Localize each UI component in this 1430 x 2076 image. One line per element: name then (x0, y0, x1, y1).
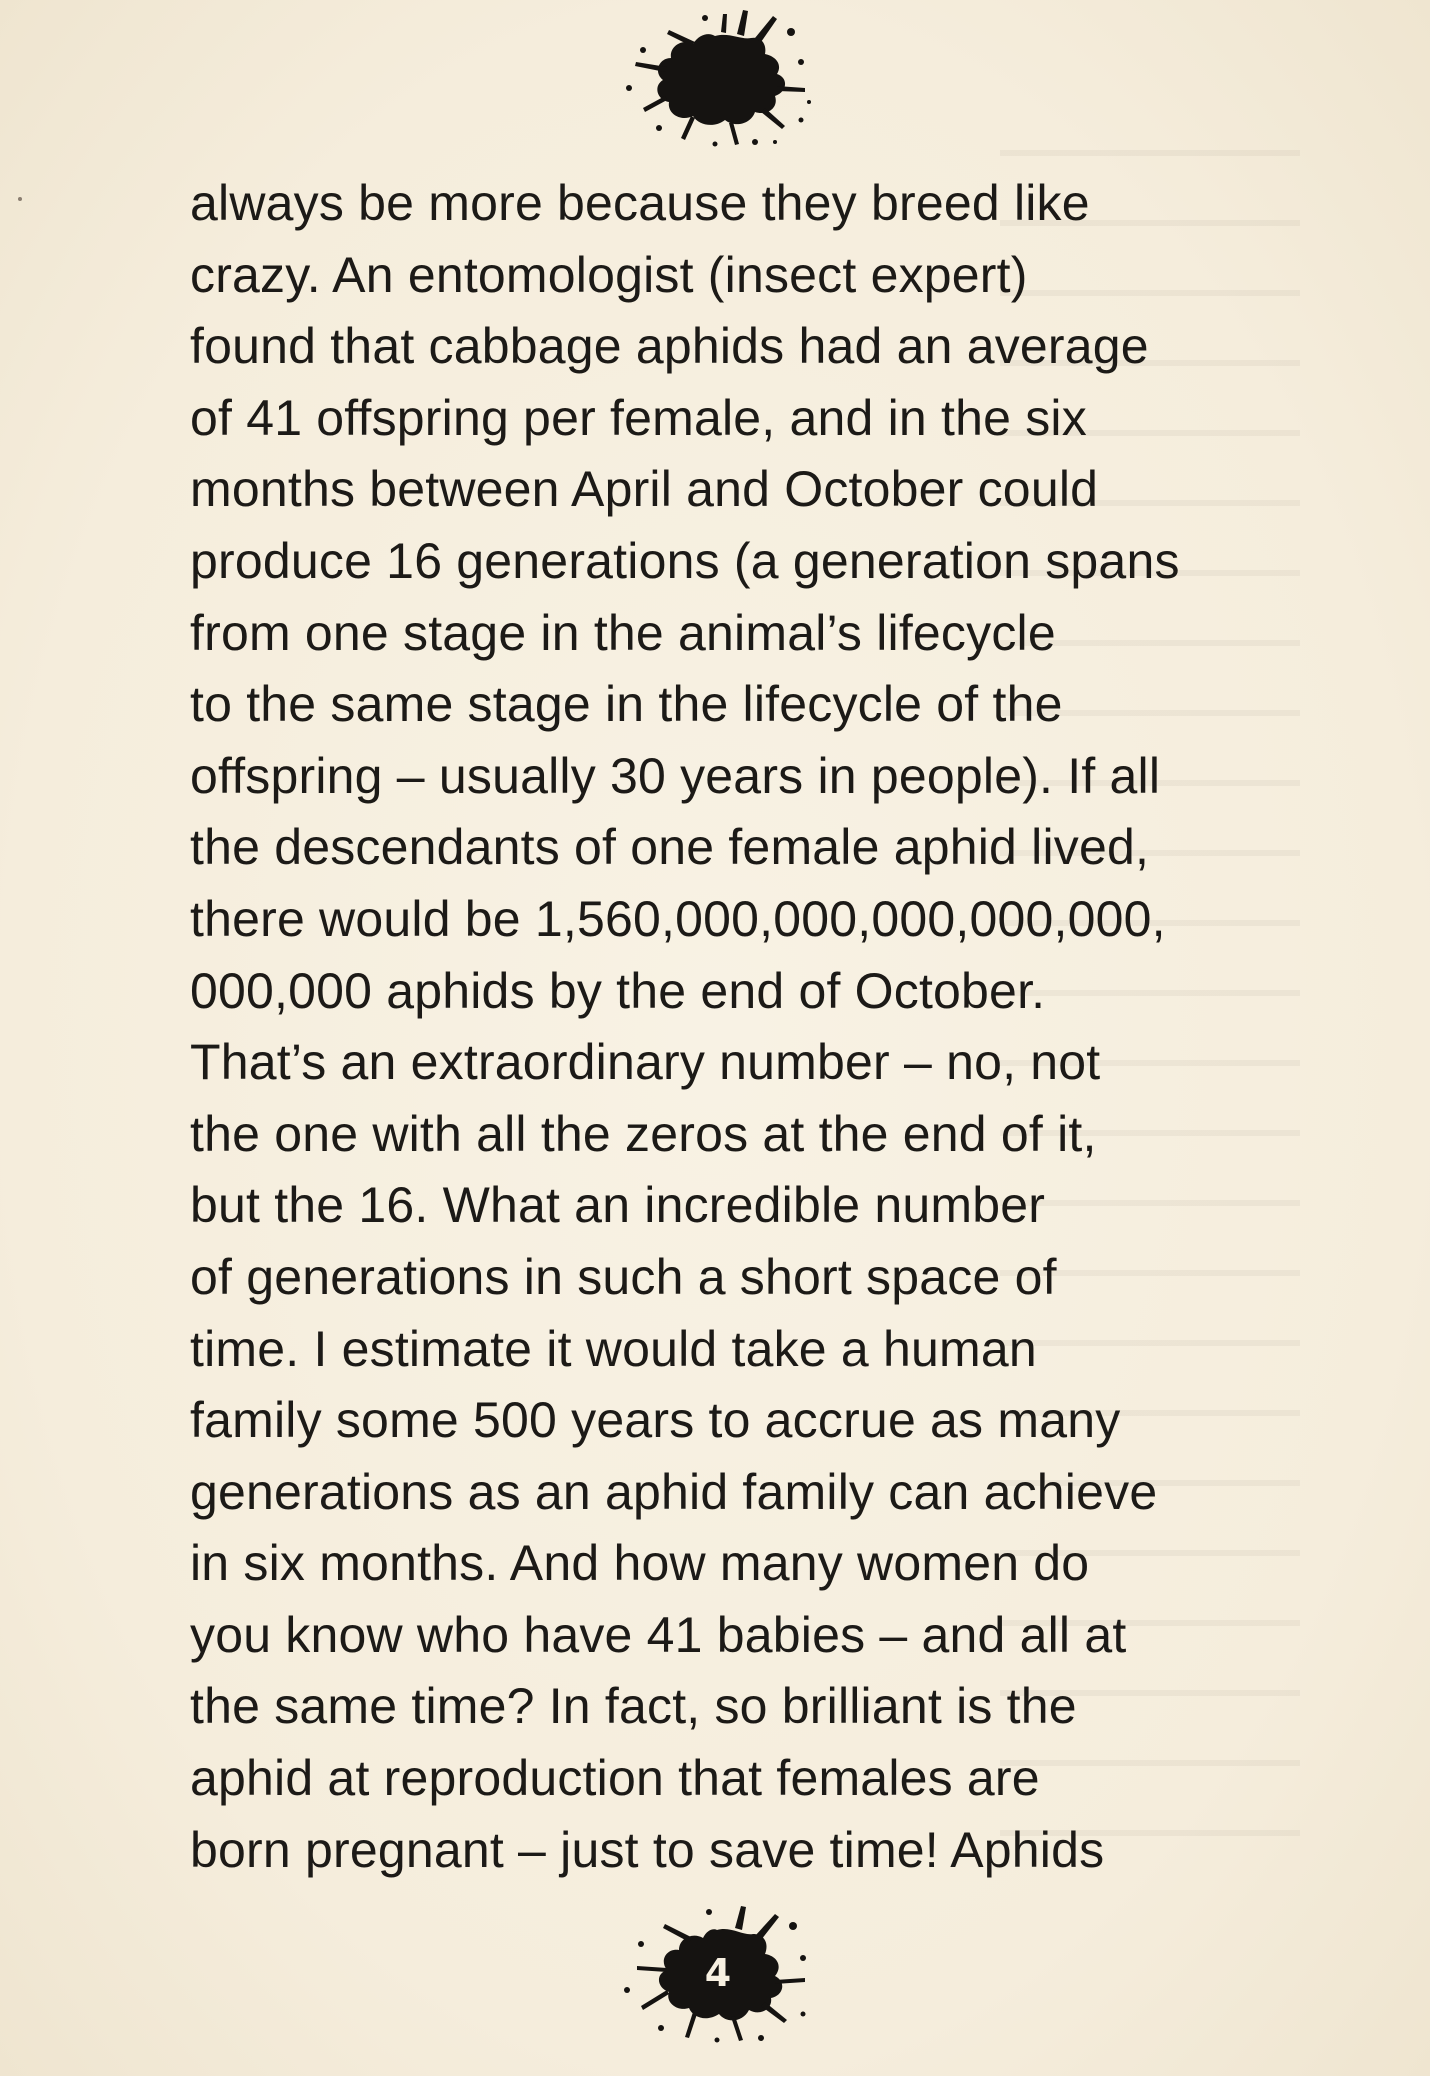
text-line: generations as an aphid family can achieve (190, 1463, 1158, 1520)
text-line: offspring – usually 30 years in people). If all (190, 747, 1161, 804)
text-line: time. I estimate it would take a human (190, 1320, 1037, 1377)
text-line: but the 16. What an incredible number (190, 1177, 1046, 1234)
text-line: crazy. An entomologist (insect expert) (190, 246, 1028, 303)
text-line: always be more because they breed like (190, 175, 1090, 231)
text-line: of 41 offspring per female, and in the six (190, 389, 1087, 446)
text-line: months between April and October could (190, 461, 1099, 518)
ink-splat-icon (605, 2, 825, 152)
text-line: produce 16 generations (a generation spans (190, 532, 1180, 589)
text-line: family some 500 years to accrue as many (190, 1392, 1121, 1449)
text-line: 000,000 aphids by the end of October. (190, 962, 1046, 1019)
page-number: 4 (704, 1951, 732, 1995)
text-line: of generations in such a short space of (190, 1248, 1057, 1305)
text-line: the same time? In fact, so brilliant is the (190, 1678, 1077, 1735)
text-line: That’s an extraordinary number – no, not (190, 1034, 1101, 1091)
text-line: you know who have 41 babies – and all at (190, 1606, 1127, 1663)
page-number-splat (605, 1898, 825, 2048)
text-line: the one with all the zeros at the end of it, (190, 1105, 1097, 1162)
body-text (190, 168, 1330, 1886)
ink-splat-top-svg (605, 2, 825, 152)
text-line: born pregnant – just to save time! Aphids (190, 1821, 1105, 1878)
text-line: to the same stage in the lifecycle of the (190, 676, 1063, 733)
text-line: the descendants of one female aphid lived, (190, 819, 1150, 876)
paper-speck (18, 197, 22, 201)
text-line: found that cabbage aphids had an average (190, 318, 1149, 375)
text-line: aphid at reproduction that females are (190, 1750, 1040, 1807)
text-line: from one stage in the animal’s lifecycle (190, 604, 1056, 661)
text-line: there would be 1,560,000,000,000,000,000, (190, 890, 1166, 947)
text-line: in six months. And how many women do (190, 1535, 1090, 1592)
